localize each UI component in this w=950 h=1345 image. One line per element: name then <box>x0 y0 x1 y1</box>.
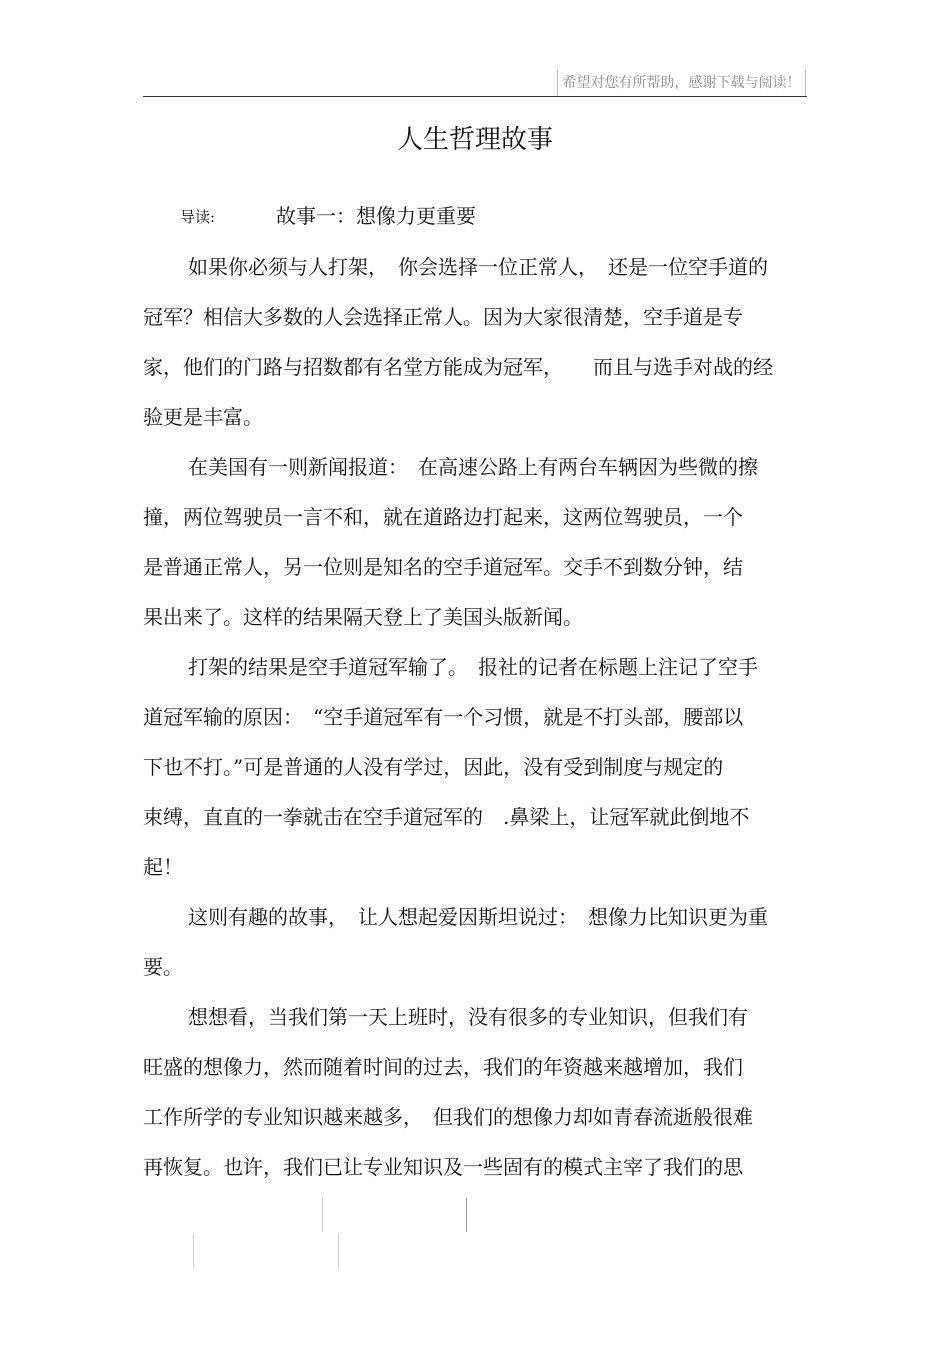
header-divider <box>143 96 807 97</box>
text-line: 在美国有一则新闻报道： 在高速公路上有两台车辆因为些微的擦 <box>188 455 758 479</box>
text-line: 旺盛的想像力，然而随着时间的过去，我们的年资越来越增加，我们 <box>143 1055 743 1079</box>
text-line: 起！ <box>143 855 183 879</box>
text-line: 束缚，直直的一拳就击在空手道冠军的 .鼻梁上，让冠军就此倒地不 <box>143 805 750 829</box>
text-line: 工作所学的专业知识越来越多， 但我们的想像力却如青春流逝般很难 <box>143 1105 753 1129</box>
decorative-mark <box>338 1234 339 1268</box>
text-line: 想想看，当我们第一天上班时，没有很多的专业知识，但我们有 <box>188 1005 748 1029</box>
text-line: 撞，两位驾驶员一言不和，就在道路边打起来，这两位驾驶员，一个 <box>143 505 743 529</box>
header-note: 希望对您有所帮助，感谢下载与阅读！ <box>557 70 806 96</box>
page-title: 人生哲理故事 <box>396 125 553 155</box>
text-line: 是普通正常人，另一位则是知名的空手道冠军。交手不到数分钟，结 <box>143 555 743 579</box>
text-line: 这则有趣的故事， 让人想起爱因斯坦说过： 想像力比知识更为重 <box>188 905 768 929</box>
text-line: 果出来了。这样的结果隔天登上了美国头版新闻。 <box>143 605 583 629</box>
story-heading: 故事一：想像力更重要 <box>276 204 476 228</box>
lead-label: 导读: <box>180 208 216 226</box>
text-line: 打架的结果是空手道冠军输了。 报社的记者在标题上注记了空手 <box>188 655 758 679</box>
text-line: 验更是丰富。 <box>143 405 263 429</box>
text-line: 下也不打。”可是普通的人没有学过，因此，没有受到制度与规定的 <box>143 755 724 779</box>
text-line: 家，他们的门路与招数都有名堂方能成为冠军， 而且与选手对战的经 <box>143 355 773 379</box>
text-line: 如果你必须与人打架， 你会选择一位正常人， 还是一位空手道的 <box>188 255 768 279</box>
decorative-mark <box>466 1198 467 1232</box>
decorative-mark <box>322 1198 323 1232</box>
body-text <box>143 242 803 1192</box>
decorative-mark <box>193 1234 194 1268</box>
text-line: 冠军？相信大多数的人会选择正常人。因为大家很清楚，空手道是专 <box>143 305 743 329</box>
text-line: 要。 <box>143 955 183 979</box>
text-line: 再恢复。也许，我们已让专业知识及一些固有的模式主宰了我们的思 <box>143 1155 743 1179</box>
text-line: 道冠军输的原因： “空手道冠军有一个习惯，就是不打头部，腰部以 <box>143 705 744 729</box>
